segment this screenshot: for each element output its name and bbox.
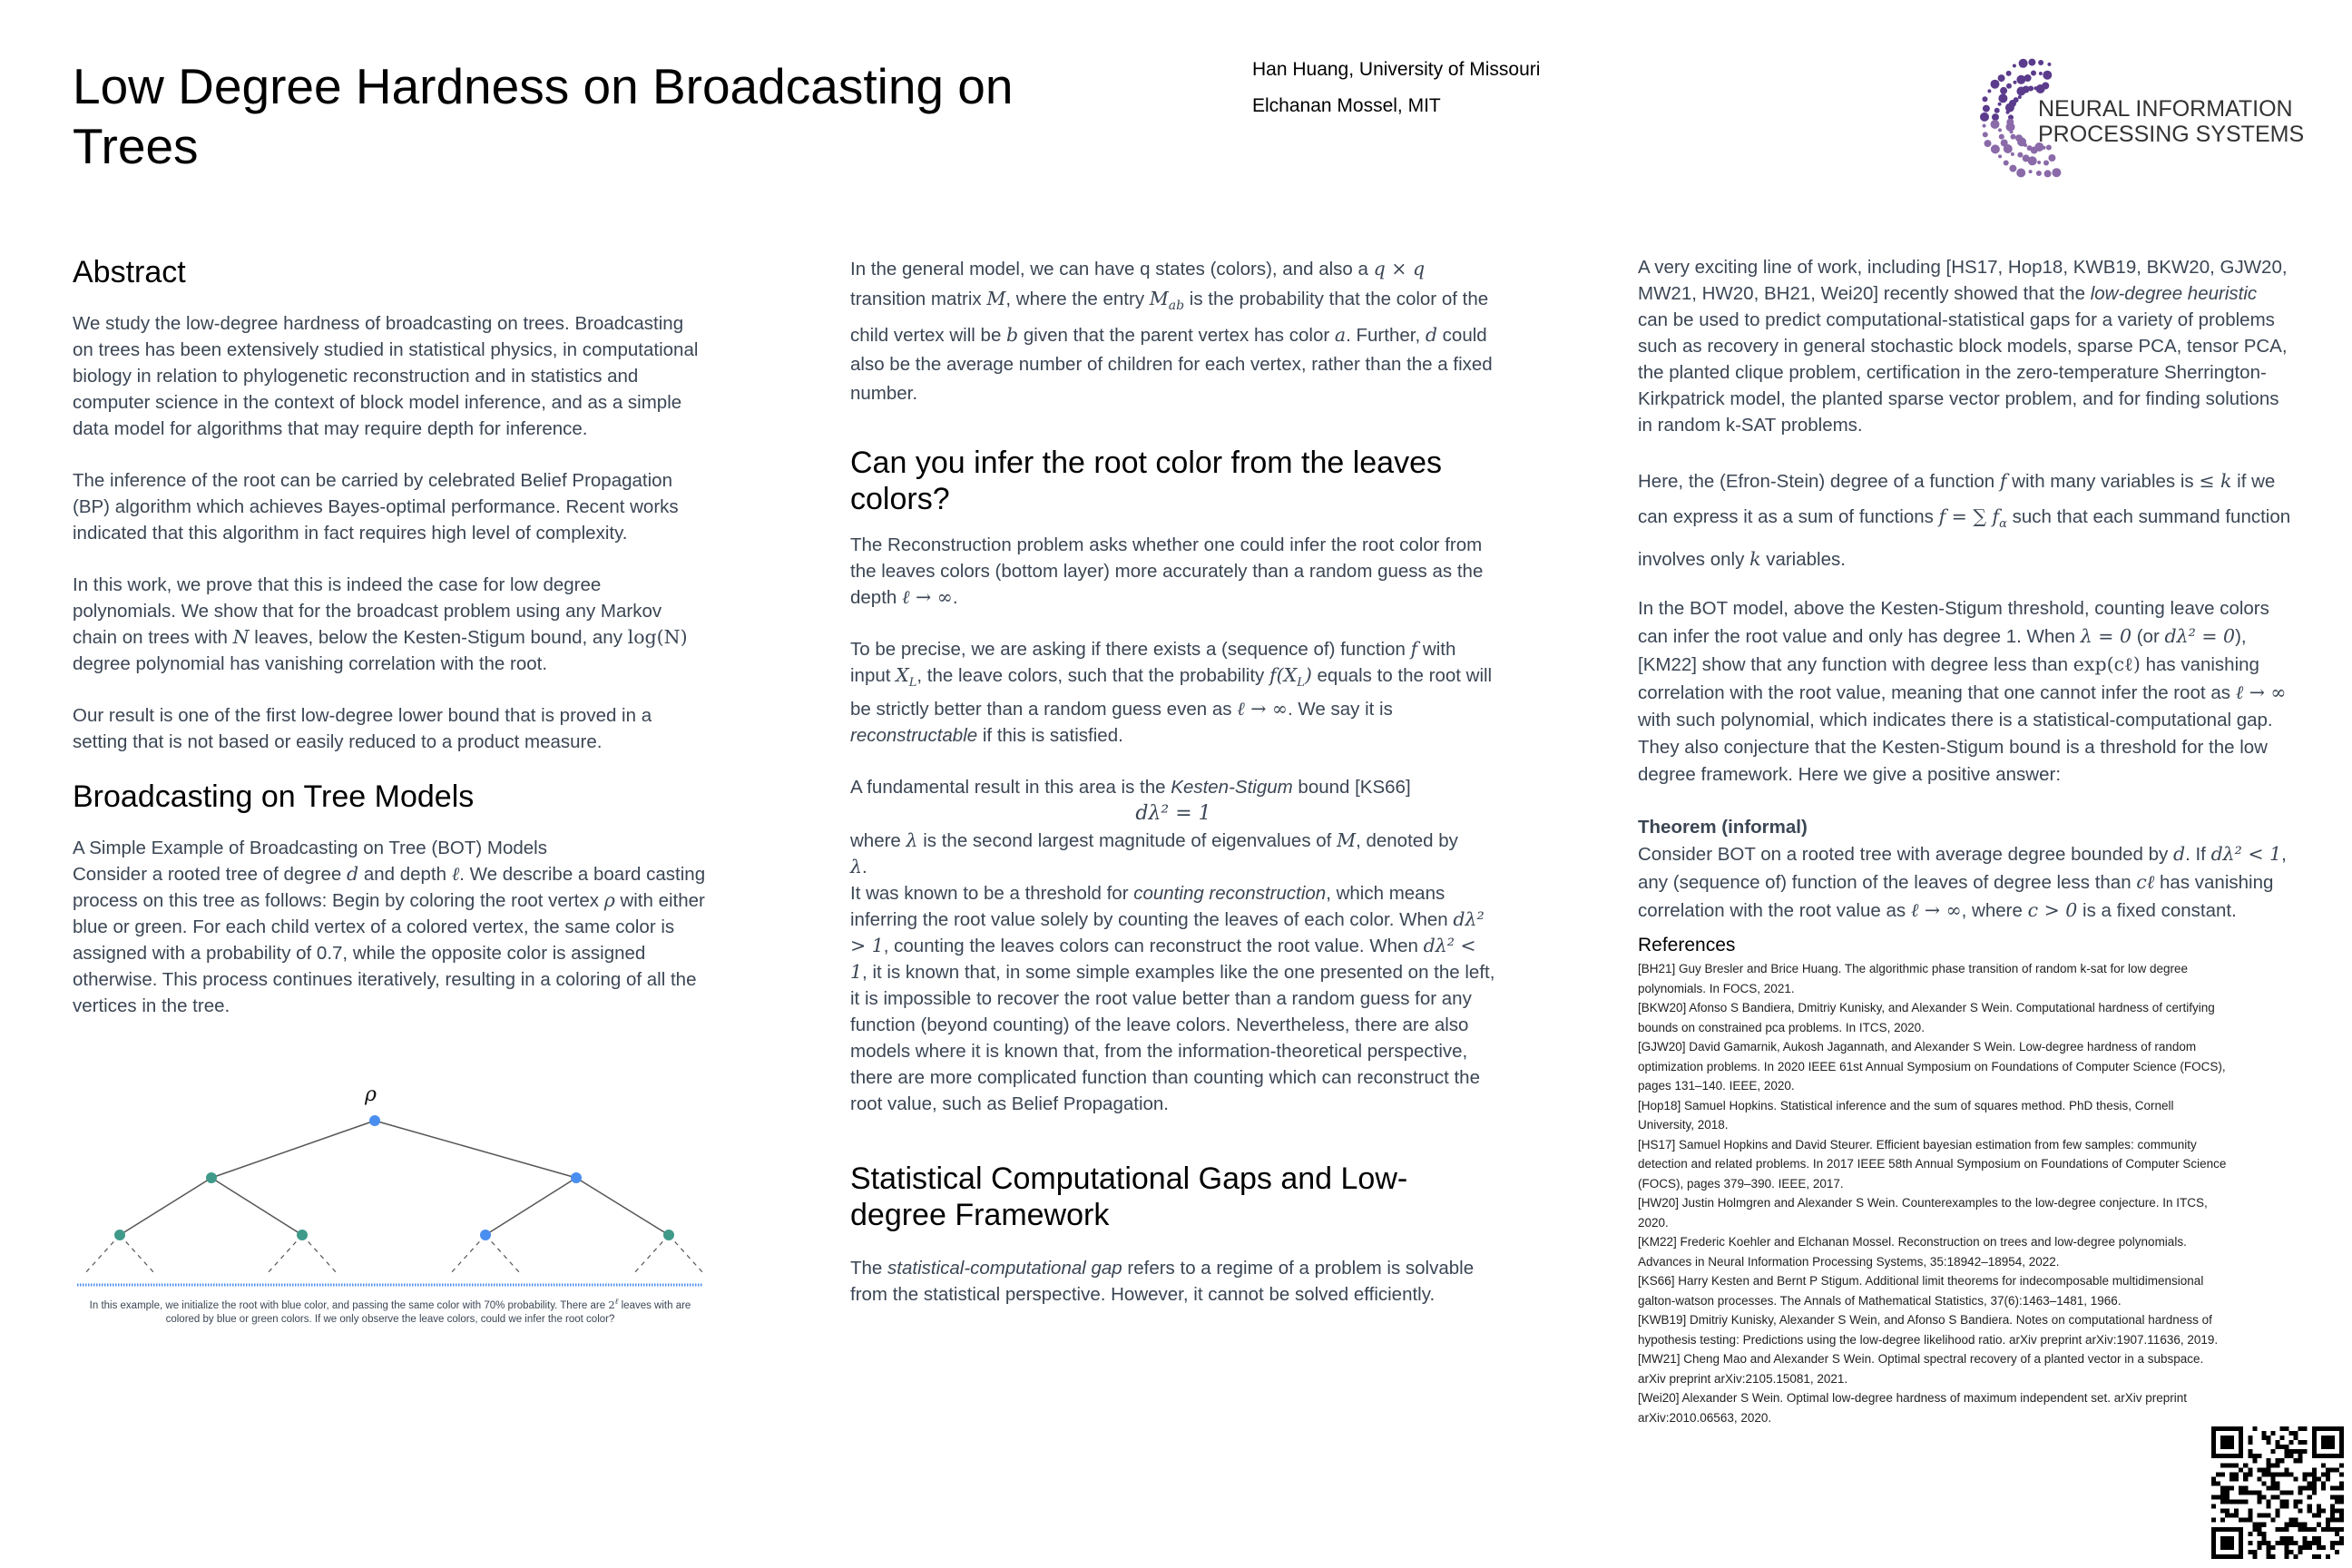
theorem-title: Theorem (informal): [1638, 817, 1808, 838]
references: [1638, 932, 2291, 1427]
logo-dot: [1991, 80, 2000, 89]
gaps-p1: The statistical-computational gap refers to a regime of a problem is solvable from the statistical perspective. However, it cannot be solved efficiently.: [850, 1258, 1475, 1306]
logo-dot: [2006, 122, 2015, 132]
authors: [1252, 56, 1540, 129]
logo-dot: [2036, 171, 2042, 176]
reference-item: [KWB19] Dmitriy Kunisky, Alexander S Wein, and Afonso S Bandiera. Notes on computational hardness of hypothesis testing: Predictions using the low-degree likelihood ratio. arXiv preprint arXiv:1907.11636, 2019.: [1638, 1313, 2219, 1347]
reference-item: [BKW20] Afonso S Bandiera, Dmitriy Kunisky, and Alexander S Wein. Computational hardness of certifying bounds on constrained pca problems. In ITCS, 2020.: [1638, 1001, 2215, 1034]
abstract-p2: The inference of the root can be carried by celebrated Belief Propagation (BP) algorithm which achieves Bayes-optimal performance. Recent works indicated that this algorithm in fact requires high level of complexity.: [73, 470, 679, 544]
logo-dot: [2011, 152, 2014, 156]
logo-dot: [2034, 86, 2037, 90]
reference-item: [HS17] Samuel Hopkins and David Steurer. Efficient bayesian estimation from few samples: community detection and related problems. In 2017 IEEE 58th Annual Symposium on Foundations of Computer Science (FOCS), pages 379–390. IEEE, 2017.: [1638, 1137, 2227, 1191]
reference-item: [BH21] Guy Bresler and Brice Huang. The algorithmic phase transition of random k-sat for low degree polynomials. In FOCS, 2021.: [1638, 962, 2189, 995]
general-model-paragraph: In the general model, we can have q states (colors), and also a q × q transition matrix M, where the entry $M_{ab}$ is the probability that the color of the child vertex will be b given that the parent vertex has color a. Further, d could also be the average number of children for each vertex, rather than the a fixed number.: [850, 258, 1493, 405]
gaps-heading: Statistical Computational Gaps and Low-degree Framework: [850, 1161, 1408, 1233]
logo-dot: [1991, 144, 2000, 153]
logo-dot: [1998, 74, 2005, 82]
tree-node-green: [206, 1172, 217, 1183]
reference-list: [1638, 959, 2228, 1427]
author-2: Elchanan Mossel, MIT: [1252, 95, 1441, 116]
tree-diagram: [73, 1073, 708, 1291]
logo-dot: [2016, 169, 2025, 178]
reference-item: [Hop18] Samuel Hopkins. Statistical inference and the sum of squares method. PhD thesis, Cornell University, 2018.: [1638, 1098, 2174, 1132]
logo-dot: [1998, 103, 2002, 106]
logo-dot: [2029, 170, 2033, 173]
logo-dot: [2044, 170, 2052, 177]
infer-p5: It was known to be a threshold for counting reconstruction, which means inferring the root value solely by counting the leaves of each color. When dλ² > 1, counting the leaves colors can reconstruct the root value. When dλ² < 1, it is known that, in some simple examples like the one presented on the left, it is impossible to recover the root value better than a random guess for any function (beyond counting) of the leave colors. Nevertheless, there are also models where it is known that, from the information-theoretical perspective, there are more complicated function than counting which can reconstruct the root value, such as Belief Propagation.: [850, 883, 1495, 1115]
logo-dot: [2024, 143, 2027, 147]
logo-dot: [2018, 95, 2022, 99]
tree-edge: [120, 1178, 211, 1235]
tree-figure: [73, 1073, 708, 1328]
tree-edge: [375, 1121, 576, 1178]
tree-dashed-edge: [268, 1235, 302, 1273]
logo-dot: [1984, 140, 1992, 147]
tree-node-blue: [571, 1172, 582, 1183]
logo-text-line-1: NEURAL INFORMATION: [2038, 96, 2293, 122]
tree-edge: [485, 1178, 576, 1235]
tree-dashed-edge: [451, 1235, 485, 1273]
logo-dot: [2019, 59, 2028, 68]
lowdegree-p2: Here, the (Efron-Stein) degree of a function f with many variables is ≤ k if we can express it as a sum of functions f = ∑ $f_\alpha$ such that each summand function involves only k variables.: [1638, 470, 2291, 571]
logo-dot: [2031, 71, 2036, 76]
infer-p3: A fundamental result in this area is the Kesten-Stigum bound [KS66]: [850, 777, 1411, 799]
logo-dot: [2028, 59, 2035, 66]
logo-dot: [1980, 113, 1989, 122]
tree-node-blue: [480, 1230, 491, 1240]
logo-dot: [1983, 124, 1986, 128]
reference-item: [KS66] Harry Kesten and Bernt P Stigum. Additional limit theorems for indecomposable multidimensional galton-watson processes. The Annals of Mathematical Statistics, 37(6):1463–1481, 1966.: [1638, 1274, 2204, 1308]
root-label: ρ: [365, 1083, 377, 1106]
logo-dot: [2048, 154, 2055, 162]
bot-description: Consider a rooted tree of degree d and depth ℓ. We describe a board casting process on this tree as follows: Begin by coloring the root vertex ρ with either blue or green. For each child vertex of a colored vertex, the same color is assigned with a probability of 0.7, while the opposite color is assigned otherwise. This process continues iteratively, resulting in a coloring of all the vertices in the tree.: [73, 863, 706, 1016]
logo-dot: [2011, 134, 2016, 140]
reference-item: [MW21] Cheng Mao and Alexander S Wein. Optimal spectral recovery of a planted vector in a subspace. arXiv preprint arXiv:2105.15081, 2021.: [1638, 1352, 2204, 1386]
bot-heading: Broadcasting on Tree Models: [73, 779, 475, 814]
bot-subheading: A Simple Example of Broadcasting on Tree (BOT) Models: [73, 838, 547, 858]
reference-item: [GJW20] David Gamarnik, Aukosh Jagannath, and Alexander S Wein. Low-degree hardness of random optimization problems. In 2020 IEEE 61st Annual Symposium on Foundations of Computer Science (FOCS), pages 131–140. IEEE, 2020.: [1638, 1040, 2226, 1093]
abstract-p3: In this work, we prove that this is indeed the case for low degree polynomials. We show that for the broadcast problem using any Markov chain on trees with N leaves, below the Kesten-Stigum bound, any log(N) degree polynomial has vanishing correlation with the root.: [73, 574, 688, 674]
logo-text-line-2: PROCESSING SYSTEMS: [2038, 122, 2305, 147]
logo-dot: [2016, 87, 2025, 96]
column-middle: [850, 254, 1496, 1308]
neurips-logo: [1967, 45, 2312, 191]
infer-heading: Can you infer the root color from the leaves colors?: [850, 446, 1442, 517]
tree-edge: [211, 1121, 375, 1178]
tree-dashed-edge: [669, 1235, 703, 1273]
logo-dot: [2043, 161, 2049, 166]
logo-dot: [1998, 128, 2002, 132]
logo-dot: [1991, 120, 2000, 129]
references-heading: References: [1638, 935, 1736, 956]
abstract-p4: Our result is one of the first low-degree lower bound that is proved in a setting that is not based or easily reduced to a product measure.: [73, 705, 652, 752]
logo-dot: [2037, 161, 2041, 164]
reference-item: [KM22] Frederic Koehler and Elchanan Mossel. Reconstruction on trees and low-degree polynomials. Advances in Neural Information Processing Systems, 35:18942–18954, 2022.: [1638, 1235, 2187, 1269]
tree-dashed-edge: [634, 1235, 669, 1273]
abstract-heading: Abstract: [73, 255, 186, 289]
logo-dot: [1999, 134, 2004, 140]
tree-dashed-edge: [302, 1235, 337, 1273]
logo-dot: [2004, 144, 2013, 153]
infer-p4: where λ is the second largest magnitude of eigenvalues of M, denoted by λ.: [850, 829, 1458, 878]
figure-caption: In this example, we initialize the root with blue color, and passing the same color with 70% probability. There are $2^\ell$ leaves with are colored by blue or green colors. If we only observe the leave colors, could we infer the root color?: [89, 1298, 691, 1325]
logo-dot: [2014, 81, 2017, 84]
logo-dot: [1998, 93, 2007, 103]
infer-p1: The Reconstruction problem asks whether one could infer the root color from the leaves colors (bottom layer) more accurately than a random guess as the depth ℓ → ∞.: [850, 534, 1484, 609]
logo-dot: [2028, 156, 2037, 165]
infer-p2: To be precise, we are asking if there exists a (sequence of) function f with input $X_L$, the leave colors, such that the probability $f(X_L)$ equals to the root will be strictly better than a random guess even as ℓ → ∞. We say it is reconstructable if this is satisfied.: [850, 638, 1493, 747]
author-1: Han Huang, University of Missouri: [1252, 59, 1541, 80]
logo-dot: [2006, 83, 2012, 89]
tree-node-green: [297, 1230, 308, 1240]
tree-edge: [576, 1178, 669, 1235]
tree-dashed-edge: [85, 1235, 120, 1273]
logo-dot: [2010, 130, 2014, 133]
tree-node-blue: [369, 1115, 380, 1126]
logo-dot: [2006, 71, 2012, 76]
tree-node-green: [114, 1230, 125, 1240]
reference-item: [Wei20] Alexander S Wein. Optimal low-degree hardness of maximum independent set. arXiv preprint arXiv:2010.06563, 2020.: [1638, 1391, 2188, 1425]
logo-dot: [1983, 105, 1990, 113]
tree-edge: [211, 1178, 302, 1235]
logo-dot: [2016, 75, 2025, 84]
lowdegree-p1: A very exciting line of work, including [HS17, Hop18, KWB19, BKW20, GJW20, MW21, HW20, BH21, Wei20] recently showed that the low-degree heuristic can be used to predict computational-statistical gaps for a variety of problems such as recovery in general stochastic block models, sparse PCA, tensor PCA, the planted clique problem, certification in the zero-temperature Sherrington-Kirkpatrick model, the planted sparse vector problem, and for finding solutions in random k-SAT problems.: [1638, 257, 2288, 436]
logo-dot: [2013, 64, 2016, 68]
logo-dot: [2038, 60, 2043, 65]
poster-title: Low Degree Hardness on Broadcasting on Trees: [73, 58, 1014, 174]
logo-dot: [2000, 87, 2007, 94]
logo-dot: [2052, 168, 2061, 177]
kesten-stigum-equation: dλ² = 1: [1135, 802, 1211, 826]
logo-dot: [2017, 152, 2023, 158]
logo-dot: [2039, 72, 2043, 75]
column-left: [73, 254, 708, 1328]
logo-dot: [1998, 154, 2002, 158]
lowdegree-p3: In the BOT model, above the Kesten-Stigum threshold, counting leave colors can infer the root value and only has degree 1. When λ = 0 (or dλ² = 0), [KM22] show that any function with degree less than exp(cℓ) has vanishing correlation with the root value, meaning that one cannot infer the root as ℓ → ∞ with such polynomial, which indicates there is a statistical-computational gap. They also conjecture that the Kesten-Stigum bound is a threshold for the low degree framework. Here we give a positive answer:: [1638, 598, 2287, 786]
column-right: [1638, 254, 2291, 1427]
logo-dot: [2009, 165, 2016, 172]
logo-dot: [2043, 71, 2052, 80]
logo-dot: [1983, 96, 1988, 102]
tree-node-green: [663, 1230, 674, 1240]
logo-dot: [2006, 111, 2010, 114]
qr-code-icon[interactable]: [2211, 1426, 2344, 1559]
logo-dot: [2004, 161, 2009, 166]
logo-dot: [2047, 63, 2051, 66]
logo-dot: [1992, 113, 1999, 121]
reference-item: [HW20] Justin Holmgren and Alexander S Wein. Counterexamples to the low-degree conjecture. In ITCS, 2020.: [1638, 1196, 2208, 1230]
abstract-p1: We study the low-degree hardness of broadcasting on trees. Broadcasting on trees has been extensively studied in statistical physics, in computational biology in relation to phylogenetic reconstruction and in statistics and computer science in the context of block model inference, and as a simple data model for algorithms that may require depth for inference.: [73, 313, 699, 439]
logo-dot: [1987, 89, 1991, 93]
theorem-body: Consider BOT on a rooted tree with average degree bounded by d. If dλ² < 1, any (sequence of) function of the leaves of degree less than cℓ has vanishing correlation with the root value as ℓ → ∞, where c > 0 is a fixed constant.: [1638, 843, 2287, 922]
logo-dot: [1994, 108, 2000, 113]
tree-dashed-edge: [485, 1235, 520, 1273]
tree-dashed-edge: [120, 1235, 154, 1273]
logo-dot: [1983, 132, 1988, 137]
